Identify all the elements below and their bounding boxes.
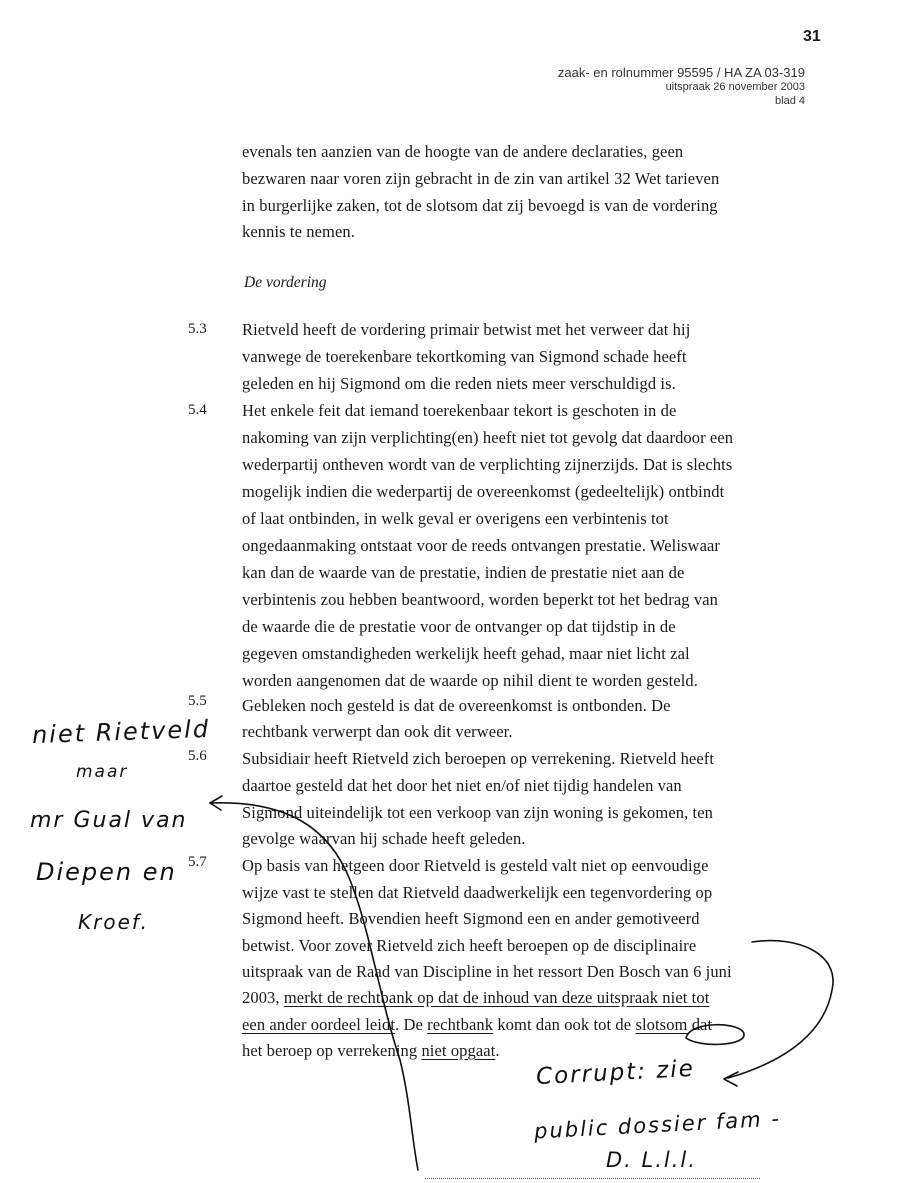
text-line: mogelijk indien die wederpartij de overeenkomst (gedeeltelijk) ontbindt [242,482,725,501]
text-line: rechtbank verwerpt dan ook dit verweer. [242,722,513,741]
underlined-text: rechtbank [427,1015,494,1034]
text-line: kan dan de waarde van de prestatie, indien de prestatie niet aan de [242,563,685,582]
text-line: verbintenis zou hebben beantwoord, worden beperkt tot het bedrag van [242,590,718,609]
text-line: bezwaren naar voren zijn gebracht in de zin van artikel 32 Wet tarieven [242,169,720,188]
underlined-text: slotsom [635,1015,688,1034]
text-line: Sigmond uiteindelijk tot een verkoop van zijn woning is gekomen, ten [242,803,714,822]
bottom-dotted-rule [425,1178,760,1179]
text-line: uitspraak van de Raad van Discipline in het ressort Den Bosch van 6 juni [242,962,732,981]
text-line: in burgerlijke zaken, tot de slotsom dat zij bevoegd is van de vordering [242,196,718,215]
text-fragment: . [495,1041,500,1060]
text-line: of laat ontbinden, in welk geval er overigens een verbintenis tot [242,509,669,528]
underlined-text: niet opgaat [421,1041,496,1060]
text-line: kennis te nemen. [242,222,355,241]
paragraph-number: 5.4 [188,402,207,418]
loop-line [728,941,833,1078]
handwriting-line: public dossier fam - [533,1106,782,1144]
text-line: Sigmond heeft. Bovendien heeft Sigmond een en ander gemotiveerd [242,909,700,928]
text-line: worden aangenomen dat de waarde op nihil dient te worden gesteld. [242,671,698,690]
handwriting-line: Kroef. [78,910,149,934]
paragraph-number: 5.5 [188,693,207,709]
text-fragment: dat [687,1015,713,1034]
handwriting-line: niet Rietveld [31,714,211,750]
text-line [242,988,709,1008]
case-number: zaak- en rolnummer 95595 / HA ZA 03-319 [557,65,805,80]
handwriting-line: Corrupt: zie [535,1055,696,1091]
text-line: vanwege de toerekenbare tekortkoming van Sigmond schade heeft [242,347,687,366]
text-line: gegeven omstandigheden werkelijk heeft gehad, maar niet licht zal [242,644,690,663]
text-fragment: . De [395,1015,428,1034]
text-line: betwist. Voor zover Rietveld zich heeft beroepen op de disciplinaire [242,936,697,955]
underlined-text: een ander oordeel leidt [242,1015,396,1034]
text-line: ongedaanmaking ontstaat voor de reeds ontvangen prestatie. Weliswaar [242,536,721,555]
paragraph-number: 5.3 [188,321,207,337]
handwriting-line: Diepen en [36,858,177,886]
text-line: Het enkele feit dat iemand toerekenbaar tekort is geschoten in de [242,401,677,420]
underlined-text: merkt de rechtbank op dat de inhoud van deze uitspraak niet tot [283,988,710,1007]
text-line: geleden en hij Sigmond om die reden niets meer verschuldigd is. [242,374,676,393]
text-line: daartoe gesteld dat het door het niet en/of niet tijdig handelen van [242,776,682,795]
handwriting-line: mr Gual van [30,808,188,833]
text-fragment: komt dan ook tot de [493,1015,636,1034]
paragraph-number: 5.6 [188,748,207,764]
page-number: 31 [803,28,821,45]
text-line: Op basis van hetgeen door Rietveld is gesteld valt niet op eenvoudige [242,856,709,875]
text-line [242,1015,712,1035]
sheet-number: blad 4 [775,95,805,107]
arrow-head [724,1072,738,1086]
text-line: wijze vast te stellen dat Rietveld daadwerkelijk een tegenvordering op [242,883,713,902]
ruling-date: uitspraak 26 november 2003 [665,81,805,93]
text-line: nakoming van zijn verplichting(en) heeft niet tot gevolg dat daardoor een [242,428,734,447]
text-line: Gebleken noch gesteld is dat de overeenkomst is ontbonden. De [242,696,671,715]
text-fragment: het beroep op verrekening [242,1041,422,1060]
text-line [242,1041,500,1061]
text-line: wederpartij ontheven wordt van de verplichting zijnerzijds. Dat is slechts [242,455,733,474]
text-line: de waarde die de prestatie voor de ontvanger op dat tijdstip in de [242,617,676,636]
text-line: evenals ten aanzien van de hoogte van de andere declaraties, geen [242,142,684,161]
text-fragment: 2003, [242,988,284,1007]
text-line: gevolge waarvan hij schade heeft geleden. [242,829,526,848]
arrow-head [210,796,222,810]
section-title: De vordering [244,274,327,291]
handwriting-line: D. L.l.l. [606,1148,697,1172]
handwriting-line: maar [76,762,129,782]
paragraph-number: 5.7 [188,854,207,870]
text-line: Rietveld heeft de vordering primair betwist met het verweer dat hij [242,320,691,339]
case-header [558,66,805,108]
text-line: Subsidiair heeft Rietveld zich beroepen op verrekening. Rietveld heeft [242,749,715,768]
